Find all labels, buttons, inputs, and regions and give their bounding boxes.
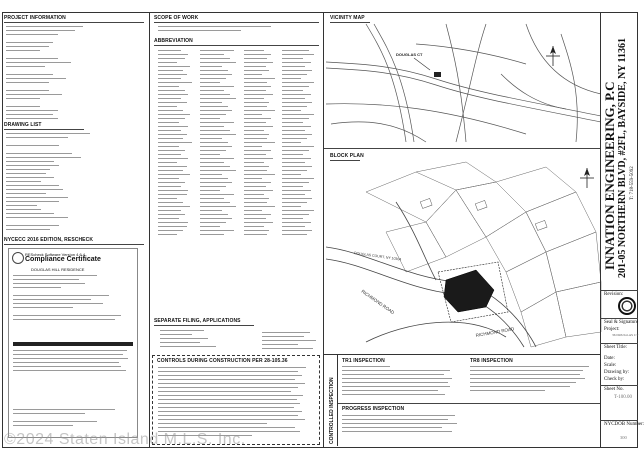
progress-inspection-items: [342, 415, 467, 435]
cert-table-header: [13, 342, 133, 346]
tr1-inspection-items: [342, 366, 462, 398]
sheet-title-label: Sheet Title:: [604, 345, 627, 350]
nycecc-title: NYCECC 2016 EDITION, RESCHECK: [4, 237, 94, 243]
abbreviation-rule: [154, 45, 319, 46]
sheet-no-label: Sheet No.: [604, 387, 624, 392]
cert-table: [13, 350, 133, 374]
nycecc-rule: [4, 244, 144, 245]
separate-filing-rule: [154, 325, 254, 326]
vicinity-site-label: DOUGLAS CT: [396, 52, 423, 57]
block-street-richmond-2: RICHMOND ROAD: [475, 326, 515, 338]
nycdob-label: NYCDOB Number:: [604, 422, 644, 427]
drawing-by-label: Drawing by:: [604, 370, 630, 375]
block-street-douglas: DOUGLAS COURT, NY 10304: [353, 251, 402, 262]
title-block-rule-1: [600, 290, 638, 291]
revision-label: Revision:: [604, 292, 624, 297]
inspection-divider: [337, 354, 338, 446]
scale-label: Scale:: [604, 363, 617, 368]
vicinity-bottom-rule: [324, 148, 600, 149]
tr8-inspection-items: [470, 366, 595, 394]
date-label: Date:: [604, 356, 615, 361]
progress-rule: [338, 403, 600, 404]
cert-project: DOUGLAS HILL RESIDENCE: [31, 267, 85, 272]
abbreviation-col-2: [200, 50, 240, 238]
mls-watermark: ©2024 Staten Island M.L.S. Inc.: [4, 431, 246, 448]
cert-signature: [13, 409, 133, 429]
abbreviation-title: ABBREVIATION: [154, 38, 193, 44]
tr8-inspection-title: TR8 INSPECTION: [470, 358, 513, 364]
cert-software: REScheck Software Version 4.6.4: [25, 252, 86, 257]
block-plan-title: BLOCK PLAN: [330, 153, 364, 159]
project-information-title: PROJECT INFORMATION: [4, 15, 66, 21]
title-block-rule-3: [600, 343, 638, 344]
scope-text: [158, 26, 308, 34]
block-north-arrow-icon: [580, 168, 594, 188]
drawing-list-items: [6, 133, 94, 233]
sheet-no: T-100.00: [614, 395, 633, 400]
tr1-inspection-title: TR1 INSPECTION: [342, 358, 385, 364]
title-block-rule-2: [600, 318, 638, 319]
project-label: Project:: [604, 327, 620, 332]
controls-text: [158, 367, 314, 439]
progress-inspection-title: PROGRESS INSPECTION: [342, 406, 405, 412]
abbreviation-col-4: [282, 50, 320, 238]
check-by-label: Check by:: [604, 377, 625, 382]
north-arrow-icon: [546, 46, 560, 66]
block-street-richmond-1: RICHMOND ROAD: [360, 288, 396, 316]
abbreviation-col-3: [244, 50, 280, 238]
controls-title: CONTROLS DURING CONSTRUCTION PER 28-105.36: [157, 358, 288, 364]
project-information-rule: [4, 22, 144, 23]
rescheck-logo-icon: [12, 252, 24, 264]
nycdob-number: 300: [620, 435, 627, 440]
compliance-certificate: [8, 248, 138, 438]
block-plan: [326, 162, 601, 347]
abbreviation-col-1: [158, 50, 196, 238]
title-block-rule-5: [600, 420, 638, 421]
project-information-text: [6, 26, 92, 122]
firm-name: INNATION ENGINEERING, P.C: [602, 81, 617, 270]
nys-seal: [618, 297, 636, 315]
block-plan-rule: [330, 160, 360, 161]
scope-of-work-title: SCOPE OF WORK: [154, 15, 199, 21]
drawing-list-title: DRAWING LIST: [4, 122, 42, 128]
controlled-inspection-title: CONTROLLED INSPECTION: [329, 377, 335, 444]
firm-address: 201-05 NORTHERN BLVD, #2FL, BAYSIDE, NY 11361: [617, 38, 628, 278]
project-text: 36 DOUGLAS CT: [612, 333, 639, 337]
separate-filing-title: SEPARATE FILING, APPLICATIONS: [154, 318, 241, 324]
drawing-list-rule: [4, 129, 84, 130]
cert-details: [13, 275, 133, 323]
title-block-rule-4: [600, 385, 638, 386]
seal-label: Seal & Signature: [604, 320, 639, 325]
vicinity-map: [326, 24, 601, 142]
scope-rule: [154, 22, 319, 23]
cert-title: Compliance Certificate: [25, 256, 101, 263]
abbreviation-notes: [262, 332, 322, 352]
vicinity-rule: [330, 22, 370, 23]
firm-phone: T: 718-559-5092: [630, 166, 635, 200]
separate-filing-items: [160, 330, 240, 350]
vicinity-map-title: VICINITY MAP: [330, 15, 365, 21]
